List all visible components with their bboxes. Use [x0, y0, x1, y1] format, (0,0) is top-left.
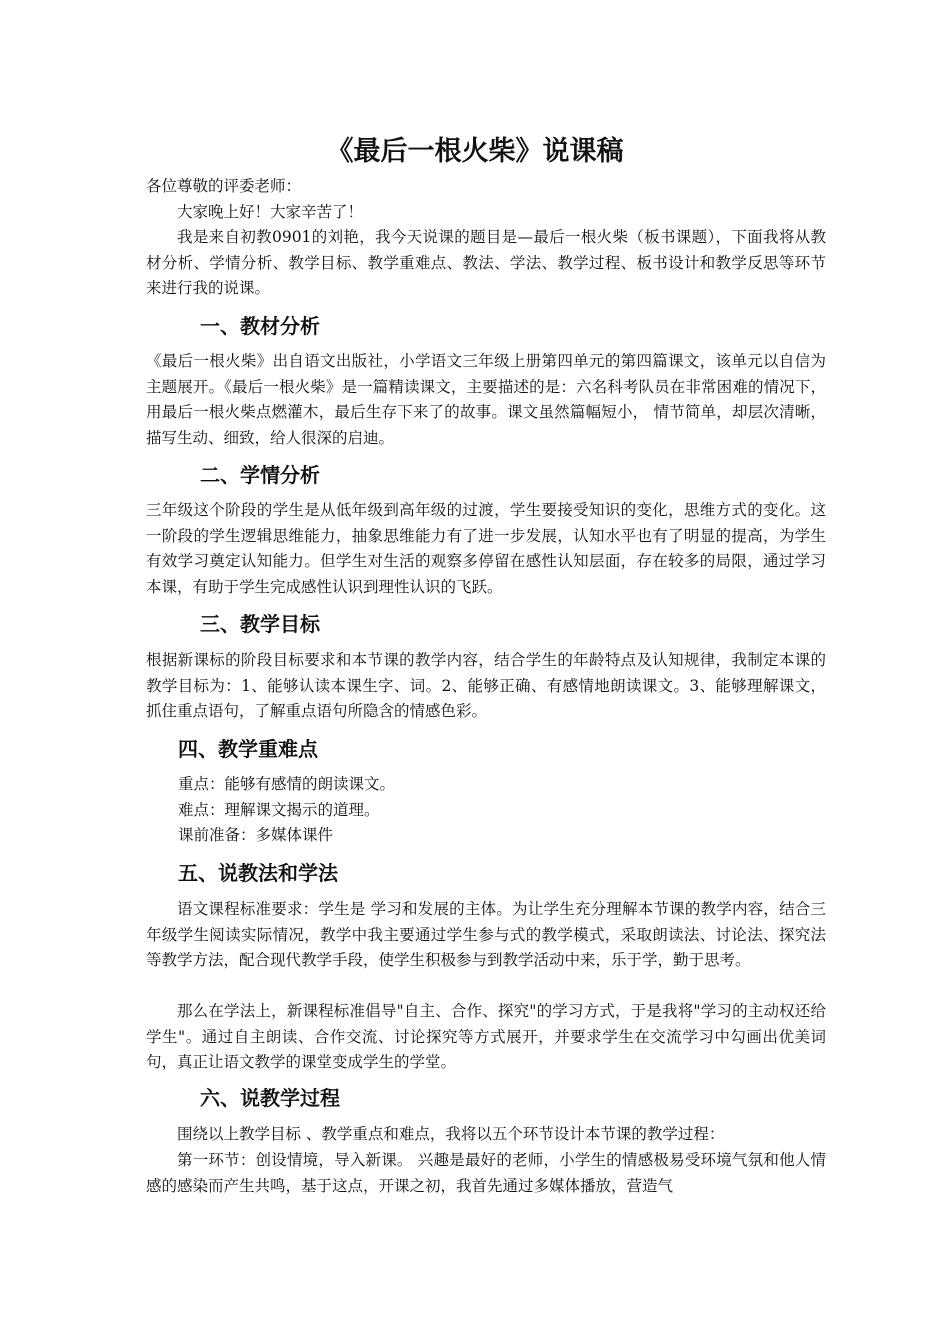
section-heading-6: 六、说教学过程 — [200, 1086, 340, 1110]
section-3-paragraph: 根据新课标的阶段目标要求和本节课的教学内容，结合学生的年龄特点及认知规律，我制定本课的教学目标为：1、能够认读本课生字、词。2、能够正确、有感情地朗读课文。3、能够理解课文，抓住重点语句，了解重点语句所隐含的情感色彩。 — [146, 651, 826, 720]
section-5-paragraph-1: 语文课程标准要求：学生是 学习和发展的主体。为让学生充分理解本节课的教学内容，结合三年级学生阅读实际情况，教学中我主要通过学生参与式的教学模式，采取朗读法、讨论法、探究法等教学方法，配合现代教学手段，使学生积极参与到教学活动中来，乐于学，勤于思考。 — [146, 900, 826, 969]
greeting: 各位尊敬的评委老师： — [146, 177, 302, 195]
section-heading-4: 四、教学重难点 — [178, 737, 318, 761]
section-1-paragraph: 《最后一根火柴》出自语文出版社，小学语文三年级上册第四单元的第四篇课文，该单元以自信为主题展开。《最后一根火柴》是一篇精读课文，主要描述的是：六名科考队员在非常困难的情况下，用最后一根火柴点燃灌木，最后生存下来了的故事。课文虽然篇幅短小， 情节简单，却层次清晰，描写生动、细致，给人很深的启迪。 — [146, 352, 826, 447]
preparation: 课前准备：多媒体课件 — [178, 826, 334, 844]
difficulty: 难点：理解课文揭示的道理。 — [178, 801, 380, 819]
section-6-paragraph-1: 围绕以上教学目标 、教学重点和难点，我将以五个环节设计本节课的教学过程： — [177, 1125, 725, 1143]
section-heading-5: 五、说教法和学法 — [178, 861, 338, 885]
section-heading-2: 二、学情分析 — [200, 463, 320, 487]
section-5-paragraph-2: 那么在学法上，新课程标准倡导"自主、合作、探究"的学习方式，于是我将"学习的主动权还给学生"。通过自主朗读、合作交流、讨论探究等方式展开，并要求学生在交流学习中勾画出优美词句，真正让语文教学的课堂变成学生的学堂。 — [146, 1002, 826, 1071]
section-heading-3: 三、教学目标 — [200, 612, 320, 636]
key-point: 重点：能够有感情的朗读课文。 — [178, 775, 396, 793]
hello: 大家晚上好！大家辛苦了！ — [177, 203, 364, 221]
section-6-paragraph-2: 第一环节：创设情境，导入新课。 兴趣是最好的老师，小学生的情感极易受环境气氛和他人情感的感染而产生共鸣，基于这点，开课之初，我首先通过多媒体播放，营造气 — [146, 1151, 826, 1195]
document-title: 《最后一根火柴》说课稿 — [326, 136, 624, 167]
section-heading-1: 一、教材分析 — [200, 314, 320, 338]
section-2-paragraph: 三年级这个阶段的学生是从低年级到高年级的过渡，学生要接受知识的变化，思维方式的变化。这一阶段的学生逻辑思维能力，抽象思维能力有了进一步发展，认知水平也有了明显的提高，为学生有效学习奠定认知能力。但学生对生活的观察多停留在感性认知层面，存在较多的局限，通过学习本课，有助于学生完成感性认识到理性认识的飞跃。 — [146, 501, 826, 596]
intro-paragraph: 我是来自初教0901的刘艳，我今天说课的题目是—最后一根火柴（板书课题），下面我将从教材分析、学情分析、教学目标、教学重难点、教法、学法、教学过程、板书设计和教学反思等环节来进行我的说课。 — [146, 228, 826, 297]
